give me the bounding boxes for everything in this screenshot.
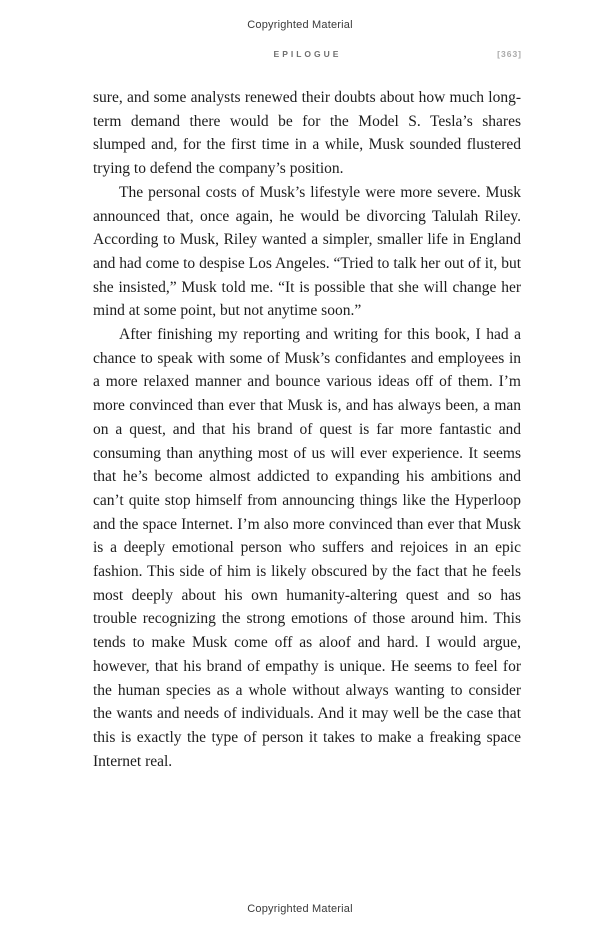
paragraph: sure, and some analysts renewed their doubts about how much long-term demand there would be for the Model S. Tesla’s shares slumped and, for the first time in a while, Musk sounded flustered trying to defend the company’s position. bbox=[93, 89, 521, 178]
body-text bbox=[93, 86, 521, 773]
chapter-label: EPILOGUE bbox=[273, 49, 342, 59]
running-head bbox=[93, 49, 522, 63]
paragraph: After finishing my reporting and writing for this book, I had a chance to speak with some of Musk’s confidantes and employees in a more relaxed manner and bounce various ideas off of them. I’m more convinced than ever that Musk is, and has always been, a man on a quest, and that his brand of quest is far more fantastic and consuming than anything most of us will ever experience. It seems that he’s become almost addicted to expanding his ambitions and can’t quite stop himself from announcing things like the Hyperloop and the space Internet. I’m also more convinced than ever that Musk is a deeply emotional person who suffers and rejoices in an epic fashion. This side of him is likely obscured by the fact that he feels most deeply about his own humanity-altering quest and so has trouble recognizing the strong emotions of those around him. This tends to make Musk come off as aloof and hard. I would argue, however, that his brand of empathy is unique. He seems to feel for the human species as a whole without always wanting to consider the wants and needs of individuals. And it may well be the case that this is exactly the type of person it takes to make a freaking space Internet real. bbox=[93, 326, 521, 770]
bottom-copyright-notice: Copyrighted Material bbox=[247, 903, 353, 915]
top-copyright-notice: Copyrighted Material bbox=[247, 19, 353, 31]
paragraph: The personal costs of Musk’s lifestyle were more severe. Musk announced that, once again, he would be divorcing Talulah Riley. According to Musk, Riley wanted a simpler, smaller life in England and had come to despise Los Angeles. “Tried to talk her out of it, but she insisted,” Musk told me. “It is possible that she will change her mind at some point, but not anytime soon.” bbox=[93, 183, 521, 320]
page-number: [363] bbox=[497, 49, 522, 59]
